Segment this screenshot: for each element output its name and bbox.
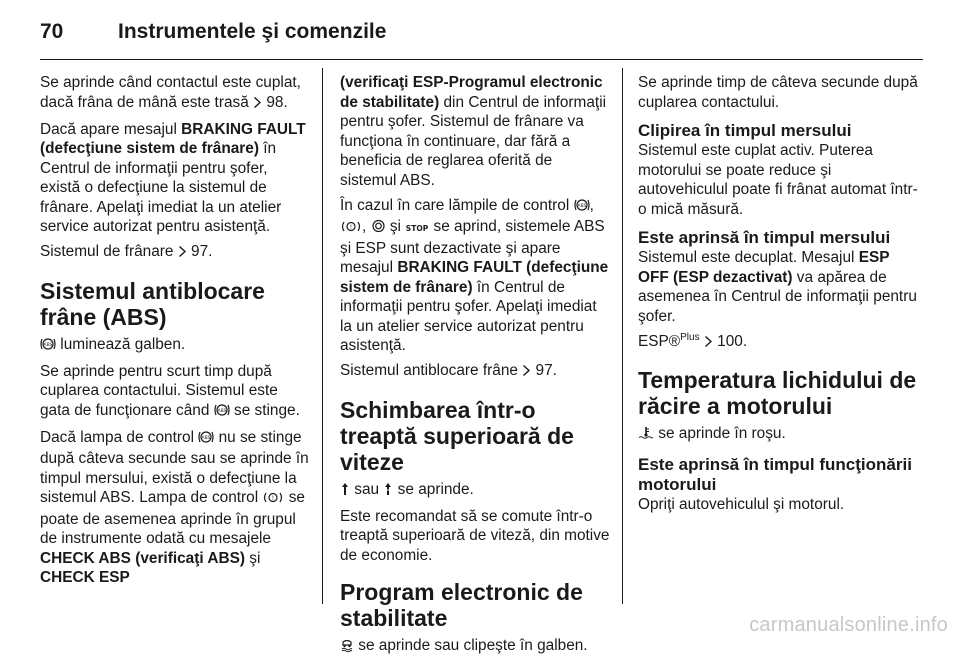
abs-icon <box>40 337 56 357</box>
section-heading-shift: Schimbarea într-o treaptă superioară de viteze <box>340 396 574 475</box>
paragraph: ESP®$^{Plus}$ 100. <box>638 332 923 354</box>
svg-text:ABS: ABS <box>577 203 587 209</box>
section-heading-abs: Sistemul antiblocare frâne (ABS) <box>40 277 265 330</box>
page-number: 70 <box>40 20 64 43</box>
paragraph: (verificaţi ESP-Programul electronic de stabilitate) din Centrul de informaţii pentru şofer. Sistemul de frânare va funcţiona în continuare, dar fără a beneficia de reglarea oferită de sistemul ABS. <box>340 74 607 189</box>
paragraph: Este recomandat să se comute într-o treaptă superioară de viteză, din motive de economie. <box>340 507 610 564</box>
paragraph: Se aprinde când contactul este cuplat, dacă frâna de mână este trasă 98. <box>40 73 312 114</box>
header-divider <box>40 59 923 60</box>
svg-text:ABS: ABS <box>201 435 211 441</box>
paragraph: ABS luminează galben. <box>40 335 312 357</box>
ref-arrow-icon <box>253 95 262 115</box>
column-divider-1 <box>322 68 323 604</box>
section-heading-esp: Program electronic de stabilitate <box>340 579 583 631</box>
shift-up-double-icon <box>383 482 393 502</box>
paragraph: Sistemul antiblocare frâne 97. <box>340 361 612 383</box>
ref-arrow-icon <box>178 244 187 264</box>
abs-icon <box>214 403 230 423</box>
paragraph: În cazul în care lămpile de control ABS , ! , şi STOP se aprind, sistemele ABS şi ESP sunt dezactivate şi apare mesajul BRAKING FAULT (defecţiune sistem de frânare) în Centrul de informaţii pentru şofer. Apelaţi imediat la un atelier service autorizat pentru asistenţă. <box>340 196 609 354</box>
brake-warning-icon <box>340 219 362 239</box>
paragraph: Dacă lampa de control ABS nu se stinge după câteva secunde sau se aprinde în timpul mersului, există o defecţiune la sistemul ABS. Lampa de control ! se poate de asemenea aprinde în grupul de instrumente odată cu mesajele CHECK ABS (verificaţi ABS) şi CHECK ESP <box>40 428 309 586</box>
shift-up-icon <box>340 482 350 502</box>
svg-text:ABS: ABS <box>43 342 53 348</box>
page-header <box>40 20 386 44</box>
column-1 <box>40 73 312 593</box>
column-3 <box>638 73 923 520</box>
column-2 <box>340 73 612 663</box>
paragraph: Se aprinde pentru scurt timp după cuplarea contactului. Sistemul este gata de funcţionare când ABS se stinge. <box>40 362 312 423</box>
coolant-temp-icon <box>638 426 654 446</box>
paragraph: Dacă apare mesajul BRAKING FAULT (defecţiune sistem de frânare) în Centrul de informaţii pentru şofer, există o defecţiune la sistemul de frânare. Apelaţi imediat la un atelier service autorizat pentru asistenţă. <box>40 120 306 235</box>
brake-disc-icon <box>371 219 386 239</box>
brake-warning-icon <box>262 490 284 510</box>
stop-icon <box>405 219 429 239</box>
paragraph: Se aprinde timp de câteva secunde după cuplarea contactului. <box>638 74 918 111</box>
paragraph: sau se aprinde. <box>340 480 612 502</box>
paragraph: Opriţi autovehiculul şi motorul. <box>638 495 845 513</box>
subheading-engine-running: Este aprinsă în timpul funcţionării motorului <box>638 454 912 494</box>
paragraph: Sistemul este decuplat. Mesajul ESP OFF (ESP dezactivat) va apărea de asemenea în Centrul de informaţii pentru şofer. <box>638 249 917 325</box>
svg-text:!: ! <box>349 224 353 231</box>
ref-arrow-icon <box>522 363 531 383</box>
svg-text:!: ! <box>272 495 275 502</box>
paragraph: Sistemul este cuplat activ. Puterea motorului se poate reduce şi autovehiculul poate fi frânat automat într-o mică măsură. <box>638 142 918 218</box>
svg-text:ABS: ABS <box>217 408 227 414</box>
svg-text:STOP: STOP <box>406 224 429 233</box>
page-title: Instrumentele şi comenzile <box>118 20 387 43</box>
subheading-lit: Este aprinsă în timpul mersului <box>638 228 891 247</box>
column-divider-2 <box>622 68 623 604</box>
esp-icon <box>340 638 354 658</box>
paragraph: se aprinde sau clipeşte în galben. <box>340 636 612 658</box>
abs-icon <box>574 198 590 218</box>
subheading-blinking: Clipirea în timpul mersului <box>638 121 852 140</box>
paragraph: Sistemul de frânare 97. <box>40 242 312 264</box>
ref-arrow-icon <box>704 334 713 354</box>
abs-icon <box>198 430 214 450</box>
paragraph: se aprinde în roşu. <box>638 424 923 446</box>
watermark: carmanualsonline.info <box>749 614 948 636</box>
section-heading-coolant: Temperatura lichidului de răcire a motorului <box>638 367 917 419</box>
